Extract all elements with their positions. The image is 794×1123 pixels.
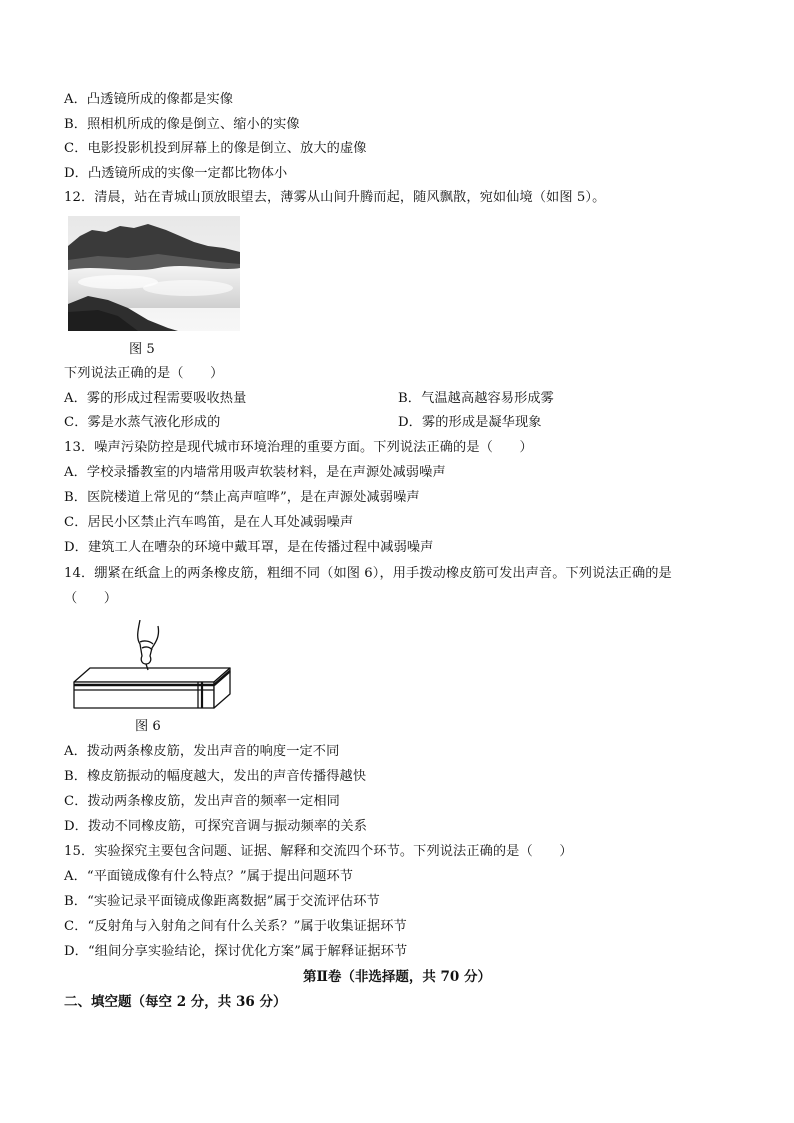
q13-option-a: A．学校录播教室的内墙常用吸声软装材料，是在声源处减弱噪声 (64, 465, 446, 480)
q14-option-d: D．拨动不同橡皮筋，可探究音调与振动频率的关系 (64, 819, 367, 834)
q14-option-c: C．拨动两条橡皮筋，发出声音的频率一定相同 (64, 794, 340, 809)
figure-6-caption: 图 6 (135, 719, 161, 734)
figure-5-caption: 图 5 (129, 342, 155, 357)
rubber-band-box-figure (70, 620, 232, 712)
q11-option-b: B．照相机所成的像是倒立、缩小的实像 (64, 117, 300, 132)
q13-option-b: B．医院楼道上常见的“禁止高声喧哗”，是在声源处减弱噪声 (64, 490, 420, 505)
q15-option-c: C．“反射角与入射角之间有什么关系？”属于收集证据环节 (64, 919, 407, 934)
q12-prompt: 下列说法正确的是（ ） (64, 366, 224, 381)
q12-option-b: B．气温越高越容易形成雾 (398, 391, 554, 406)
q12-option-c: C．雾是水蒸气液化形成的 (64, 415, 221, 430)
q15-option-a: A．“平面镜成像有什么特点？”属于提出问题环节 (64, 869, 354, 884)
fill-in-section-title: 二、填空题（每空 2 分，共 36 分） (64, 994, 287, 1010)
q11-option-c: C．电影投影机投到屏幕上的像是倒立、放大的虚像 (64, 141, 367, 156)
q13-option-c: C．居民小区禁止汽车鸣笛，是在人耳处减弱噪声 (64, 515, 354, 530)
q14-stem: 14．绷紧在纸盒上的两条橡皮筋，粗细不同（如图 6），用手拨动橡皮筋可发出声音。下列说法正确的是 (64, 566, 672, 581)
part-2-title: 第Ⅱ卷（非选择题，共 70 分） (302, 969, 492, 985)
q13-stem: 13．噪声污染防控是现代城市环境治理的重要方面。下列说法正确的是（ ） (64, 440, 533, 455)
q14-option-a: A．拨动两条橡皮筋，发出声音的响度一定不同 (64, 744, 340, 759)
q12-option-d: D．雾的形成是凝华现象 (398, 415, 542, 430)
q15-option-d: D．“组间分享实验结论，探讨优化方案”属于解释证据环节 (64, 944, 408, 959)
q15-option-b: B．“实验记录平面镜成像距离数据”属于交流评估环节 (64, 894, 380, 909)
q11-option-a: A．凸透镜所成的像都是实像 (64, 92, 234, 107)
q15-stem: 15．实验探究主要包含问题、证据、解释和交流四个环节。下列说法正确的是（ ） (64, 844, 573, 859)
q14-stem-cont: （ ） (64, 591, 118, 606)
mountain-fog-photo (68, 216, 240, 331)
q14-option-b: B．橡皮筋振动的幅度越大，发出的声音传播得越快 (64, 769, 367, 784)
q13-option-d: D．建筑工人在嘈杂的环境中戴耳罩，是在传播过程中减弱噪声 (64, 540, 434, 555)
q11-option-d: D．凸透镜所成的实像一定都比物体小 (64, 166, 288, 181)
q12-stem: 12．清晨，站在青城山顶放眼望去，薄雾从山间升腾而起，随风飘散，宛如仙境（如图 5）。 (64, 190, 606, 205)
q12-option-a: A．雾的形成过程需要吸收热量 (64, 391, 247, 406)
